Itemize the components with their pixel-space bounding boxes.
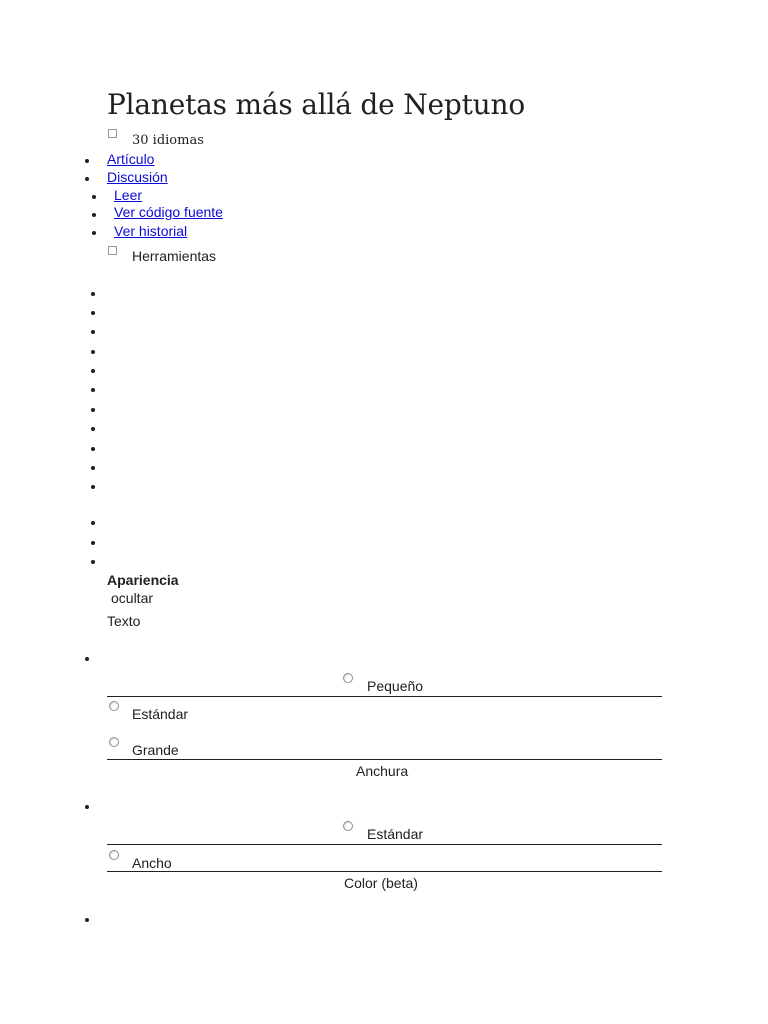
list-bullet xyxy=(91,521,95,525)
width-wide-label: Ancho xyxy=(132,855,172,871)
languages-label: 30 idiomas xyxy=(132,133,204,148)
list-bullet xyxy=(92,195,96,199)
text-size-large-radio[interactable] xyxy=(109,737,119,747)
tab-discussion[interactable]: Discusión xyxy=(107,169,168,185)
divider xyxy=(107,696,662,697)
list-bullet xyxy=(85,159,89,163)
text-size-label: Texto xyxy=(107,613,141,629)
list-bullet xyxy=(91,560,95,564)
list-bullet xyxy=(91,350,95,354)
list-bullet xyxy=(91,292,95,296)
list-bullet xyxy=(91,541,95,545)
list-bullet xyxy=(91,485,95,489)
view-read[interactable]: Leer xyxy=(114,187,143,203)
width-label: Anchura xyxy=(356,763,409,779)
languages-checkbox[interactable] xyxy=(108,129,117,138)
view-source[interactable]: Ver código fuente xyxy=(114,204,223,220)
width-wide-radio[interactable] xyxy=(109,850,119,860)
tools-checkbox[interactable] xyxy=(108,246,117,255)
text-size-small-radio[interactable] xyxy=(343,673,353,683)
list-bullet xyxy=(91,311,95,315)
text-size-standard-radio[interactable] xyxy=(109,701,119,711)
text-size-small-label: Pequeño xyxy=(367,678,424,694)
page-title: Planetas más allá de Neptuno xyxy=(107,88,525,121)
list-bullet xyxy=(91,330,95,334)
list-bullet xyxy=(85,918,89,922)
width-standard-radio[interactable] xyxy=(343,821,353,831)
text-size-standard-label: Estándar xyxy=(132,706,189,722)
list-bullet xyxy=(85,805,89,809)
list-bullet xyxy=(85,177,89,181)
appearance-heading: Apariencia xyxy=(107,572,179,588)
list-bullet xyxy=(91,388,95,392)
view-history[interactable]: Ver historial xyxy=(114,223,188,239)
list-bullet xyxy=(92,213,96,217)
divider xyxy=(107,844,662,845)
list-bullet xyxy=(92,231,96,235)
appearance-hide-button[interactable]: ocultar xyxy=(111,590,154,606)
list-bullet xyxy=(91,447,95,451)
list-bullet xyxy=(85,657,89,661)
list-bullet xyxy=(91,408,95,412)
divider xyxy=(107,871,662,872)
tab-article[interactable]: Artículo xyxy=(107,151,155,167)
width-standard-label: Estándar xyxy=(367,826,424,842)
divider xyxy=(107,759,662,760)
color-label: Color (beta) xyxy=(344,875,418,891)
list-bullet xyxy=(91,427,95,431)
list-bullet xyxy=(91,369,95,373)
list-bullet xyxy=(91,466,95,470)
tools-label: Herramientas xyxy=(132,248,217,264)
text-size-large-label: Grande xyxy=(132,742,179,758)
